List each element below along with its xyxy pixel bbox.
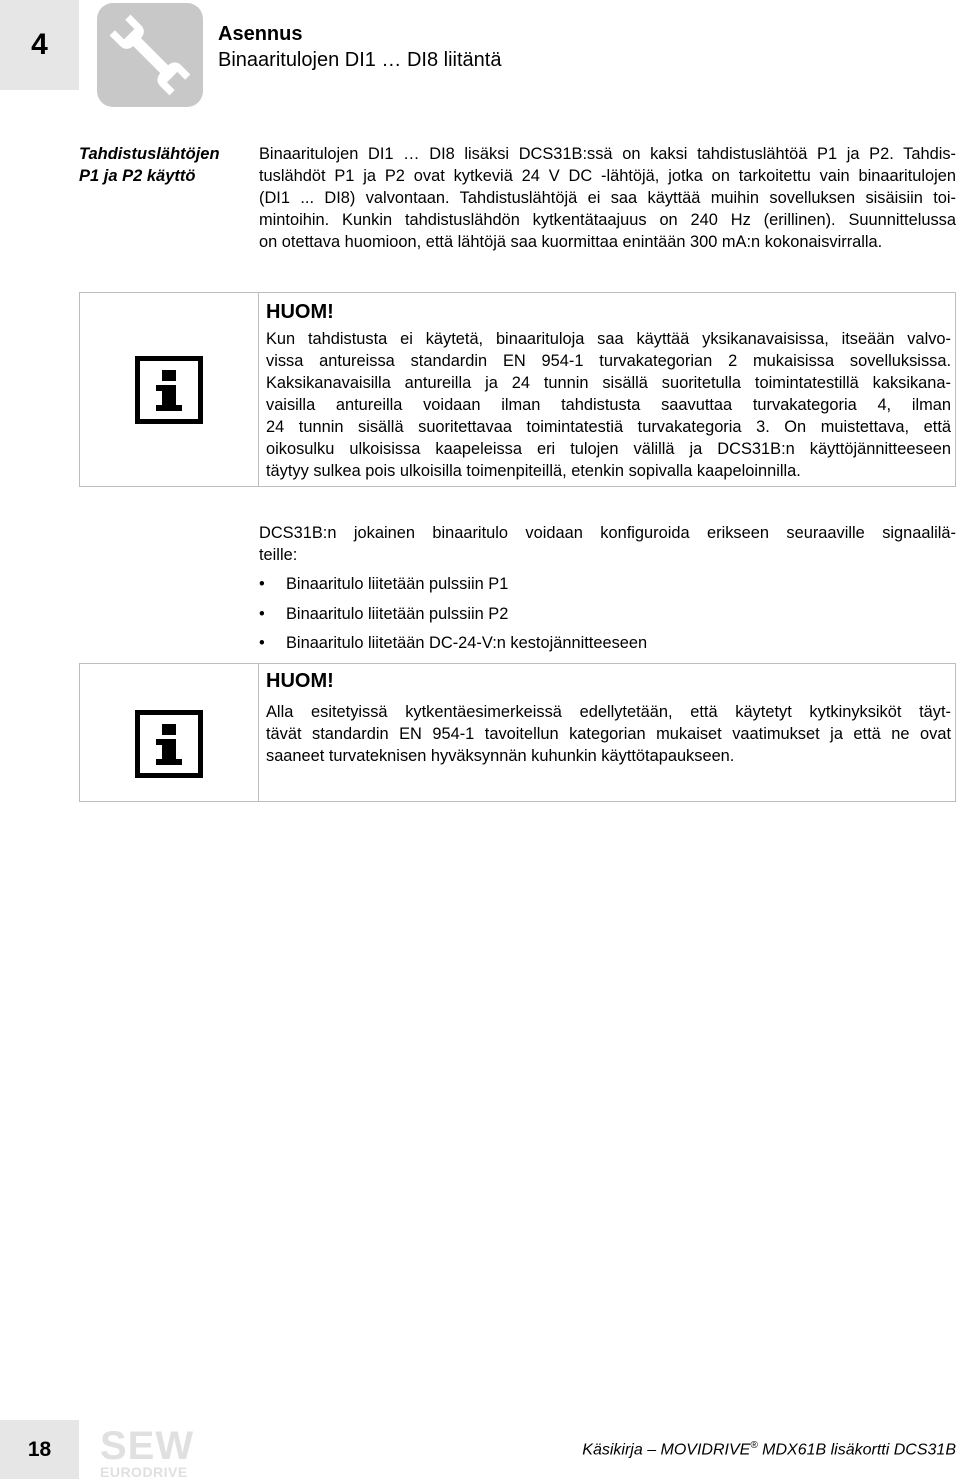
- note-line: vissa antureissa standardin EN 954-1 turvakategorian 2 mukaisissa sovelluksissa.: [266, 352, 951, 370]
- note-line: Kun tahdistusta ei käytetä, binaarituloja saa käyttää yksikanavaisissa, itseään valvo-: [266, 330, 951, 348]
- bullet-list: [259, 573, 956, 662]
- chapter-title: Asennus: [218, 23, 303, 45]
- side-heading-line: P1 ja P2 käyttö: [79, 167, 196, 185]
- intro-paragraph: [259, 522, 956, 566]
- bullet-icon: •: [259, 604, 265, 623]
- note-text: [266, 701, 951, 767]
- body-paragraph: [259, 143, 956, 253]
- paragraph-line: tuslähdöt P1 ja P2 ovat kytkeviä 24 V DC -lähtöjä, jotka on tarkoitettu vain binaaritulojen: [259, 167, 956, 185]
- paragraph-line: Binaaritulojen DI1 … DI8 lisäksi DCS31B:ssä on kaksi tahdistuslähtöä P1 ja P2. Tahdis-: [259, 145, 956, 163]
- bullet-icon: •: [259, 634, 265, 652]
- list-item: [259, 603, 956, 625]
- side-heading-line: Tahdistuslähtöjen: [79, 145, 220, 163]
- note-line: saaneet turvateknisen hyväksynnän kuhunkin käyttötapaukseen.: [266, 747, 735, 765]
- paragraph-line: DCS31B:n jokainen binaaritulo voidaan konfiguroida erikseen seuraaville signaalilä-: [259, 524, 956, 542]
- list-item-text: Binaaritulo liitetään pulssiin P1: [286, 575, 509, 593]
- note-line: Alla esitetyissä kytkentäesimerkeissä edellytetään, että käytetyt kytkinyksiköt täyt-: [266, 703, 951, 721]
- note-text: [266, 328, 951, 482]
- paragraph-line: teille:: [259, 546, 298, 564]
- page-number: 18: [0, 1420, 79, 1479]
- side-heading: [79, 143, 249, 187]
- paragraph-line: on otettava huomioon, että lähtöjä saa kuormittaa enintään 300 mA:n kokonaisvirralla.: [259, 233, 883, 251]
- info-icon: [135, 710, 203, 778]
- note-icon-cell: [80, 664, 259, 801]
- paragraph-line: (DI1 ... DI8) valvontaan. Tahdistuslähtöjä ei saa käyttää muihin sovelluksen sisäisiin toi-: [259, 189, 956, 207]
- sew-eurodrive-logo: [100, 1426, 210, 1479]
- list-item: [259, 573, 956, 595]
- logo-subtext: EURODRIVE: [100, 1464, 188, 1480]
- note-line: tävät standardin EN 954-1 tavoitellun kategorian mukaiset vaatimukset ja että ne ovat: [266, 725, 951, 743]
- note-line: Kaksikanavaisilla antureilla ja 24 tunnin sisällä suoritetulla toimintatestillä kaksikana-: [266, 374, 951, 392]
- list-item-text: Binaaritulo liitetään pulssiin P2: [286, 604, 509, 623]
- bullet-icon: •: [259, 575, 265, 593]
- note-line: oikosulku ulkoisissa kaapeleissa eri tulojen välillä ja DCS31B:n käyttöjännitteeseen: [266, 440, 951, 458]
- paragraph-line: mintoihin. Kunkin tahdistuslähdön kytkentätaajuus on 240 Hz (erillinen). Suunnittelussa: [259, 211, 956, 229]
- chapter-subtitle: Binaaritulojen DI1 … DI8 liitäntä: [218, 49, 502, 71]
- note-title: HUOM!: [266, 301, 334, 323]
- chapter-icon-box: [97, 3, 203, 107]
- list-item-text: Binaaritulo liitetään DC-24-V:n kestojännitteeseen: [286, 634, 648, 652]
- info-icon: [135, 356, 203, 424]
- doc-suffix: MDX61B lisäkortti DCS31B: [757, 1441, 956, 1459]
- logo-text: SEW: [100, 1424, 195, 1468]
- note-line: täytyy sulkea pois ulkoisilla toimenpiteillä, etenkin sopivalla kaapeloinnilla.: [266, 462, 801, 480]
- note-title: HUOM!: [266, 670, 334, 692]
- chapter-number: 4: [0, 0, 79, 90]
- wrench-icon: [104, 9, 196, 101]
- note-line: vaisilla antureilla voidaan ilman tahdistusta saavuttaa turvakategoria 4, ilman: [266, 396, 951, 414]
- doc-prefix: Käsikirja – MOVIDRIVE: [582, 1441, 751, 1459]
- document-title: [582, 1440, 956, 1459]
- registered-mark: ®: [750, 1440, 758, 1451]
- note-icon-cell: [80, 293, 259, 486]
- list-item: [259, 632, 956, 654]
- note-line: 24 tunnin sisällä suoritettavaa toimintatestiä turvakategoria 3. On muistettava, että: [266, 418, 951, 436]
